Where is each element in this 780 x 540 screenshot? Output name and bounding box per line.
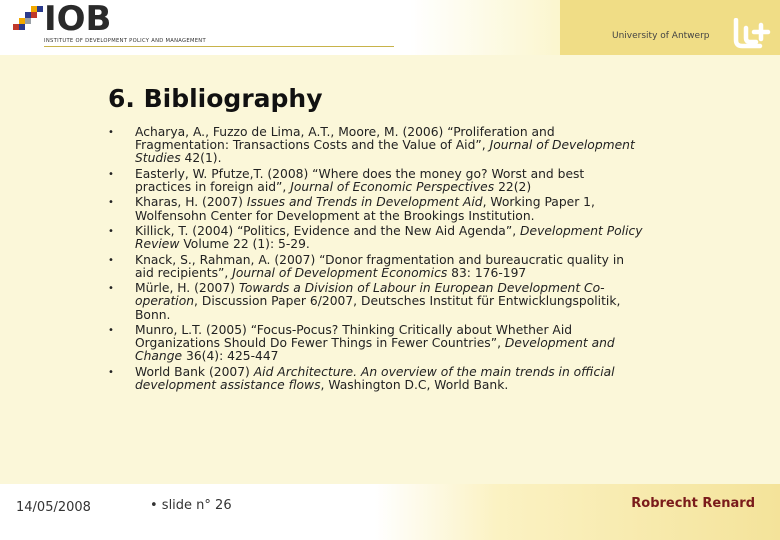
reference-journal: Development and bbox=[504, 336, 615, 351]
bullet-icon: • bbox=[108, 197, 114, 209]
reference-text: Organizations Should Do Fewer Things in Fewer Countries”, bbox=[135, 336, 505, 351]
list-item bbox=[108, 324, 738, 364]
bullet-icon: • bbox=[108, 324, 114, 336]
reference-text: Volume 22 (1): 5-29. bbox=[179, 237, 310, 252]
bullet-icon: • bbox=[108, 168, 114, 180]
bullet-icon: • bbox=[108, 225, 114, 237]
university-name: University of Antwerp bbox=[612, 31, 710, 41]
reference-journal: Journal of Economic Perspectives bbox=[290, 180, 495, 194]
footer-date: 14/05/2008 bbox=[16, 500, 91, 515]
reference-text: Knack, S., Rahman, A. (2007) “Donor fragmentation and bureaucratic quality in bbox=[135, 252, 625, 267]
reference-text: Acharya, A., Fuzzo de Lima, A.T., Moore, M. (2006) “Proliferation and bbox=[135, 125, 555, 139]
bibliography-list bbox=[108, 126, 738, 394]
reference-text: 42(1). bbox=[180, 151, 222, 166]
university-antwerp-logo-icon bbox=[730, 18, 772, 50]
bullet-icon: • bbox=[108, 366, 114, 378]
reference-journal: Issues and Trends in Development Aid bbox=[246, 195, 483, 210]
list-item bbox=[108, 282, 738, 322]
bullet-icon: • bbox=[108, 254, 114, 266]
footer-gold-band bbox=[375, 484, 780, 540]
reference-text: 83: 176-197 bbox=[447, 265, 527, 280]
iob-logo-text: IOB bbox=[44, 0, 112, 39]
list-item bbox=[108, 254, 738, 280]
header-divider bbox=[44, 46, 394, 47]
reference-text: Munro, L.T. (2005) “Focus-Pocus? Thinking Critically about Whether Aid bbox=[135, 322, 573, 337]
reference-text: Kharas, H. (2007) bbox=[135, 195, 247, 210]
reference-journal: Journal of Development bbox=[489, 138, 635, 153]
reference-text: Mürle, H. (2007) bbox=[135, 281, 239, 296]
reference-text: 22(2) bbox=[494, 180, 532, 194]
reference-journal: Development Policy bbox=[520, 223, 643, 238]
list-item bbox=[108, 366, 738, 392]
bullet-icon: • bbox=[108, 283, 114, 295]
reference-text: Easterly, W. Pfutze,T. (2008) “Where does the money go? Worst and best bbox=[135, 166, 585, 181]
list-item bbox=[108, 196, 738, 222]
reference-text: Fragmentation: Transactions Costs and the Value of Aid”, bbox=[135, 138, 490, 153]
footer-slide-number: • slide n° 26 bbox=[150, 498, 232, 513]
reference-text: , Discussion Paper 6/2007, Deutsches Institut für Entwicklungspolitik, bbox=[194, 294, 621, 309]
list-item bbox=[108, 126, 738, 166]
bullet-icon: • bbox=[108, 127, 114, 138]
reference-text: practices in foreign aid”, bbox=[135, 180, 291, 194]
reference-text: Wolfensohn Center for Development at the Brookings Institution. bbox=[135, 208, 535, 223]
iob-logo-subtitle: INSTITUTE OF DEVELOPMENT POLICY AND MANAGEMENT bbox=[44, 38, 206, 44]
reference-journal: Aid Architecture. An overview of the main trends in official bbox=[253, 364, 615, 379]
reference-journal: Change bbox=[135, 349, 183, 364]
slide-title: 6. Bibliography bbox=[108, 84, 323, 113]
reference-journal: Journal of Development Economics bbox=[232, 265, 448, 280]
reference-text: , Washington D.C, World Bank. bbox=[320, 377, 509, 392]
reference-journal: Studies bbox=[135, 151, 181, 166]
reference-text: , Working Paper 1, bbox=[482, 195, 595, 210]
reference-text: World Bank (2007) bbox=[135, 364, 254, 379]
list-item bbox=[108, 168, 738, 194]
reference-text: Killick, T. (2004) “Politics, Evidence and the New Aid Agenda”, bbox=[135, 223, 521, 238]
footer-author: Robrecht Renard bbox=[631, 496, 755, 511]
reference-text: 36(4): 425-447 bbox=[182, 349, 279, 364]
reference-journal: Towards a Division of Labour in European Development Co- bbox=[238, 281, 605, 296]
reference-journal: development assistance flows bbox=[135, 377, 321, 392]
reference-journal: operation bbox=[135, 294, 195, 309]
list-item bbox=[108, 225, 738, 251]
iob-logo-squares-icon bbox=[11, 6, 43, 36]
reference-text: aid recipients”, bbox=[135, 265, 233, 280]
reference-journal: Review bbox=[135, 237, 180, 252]
reference-text: Bonn. bbox=[135, 307, 171, 322]
